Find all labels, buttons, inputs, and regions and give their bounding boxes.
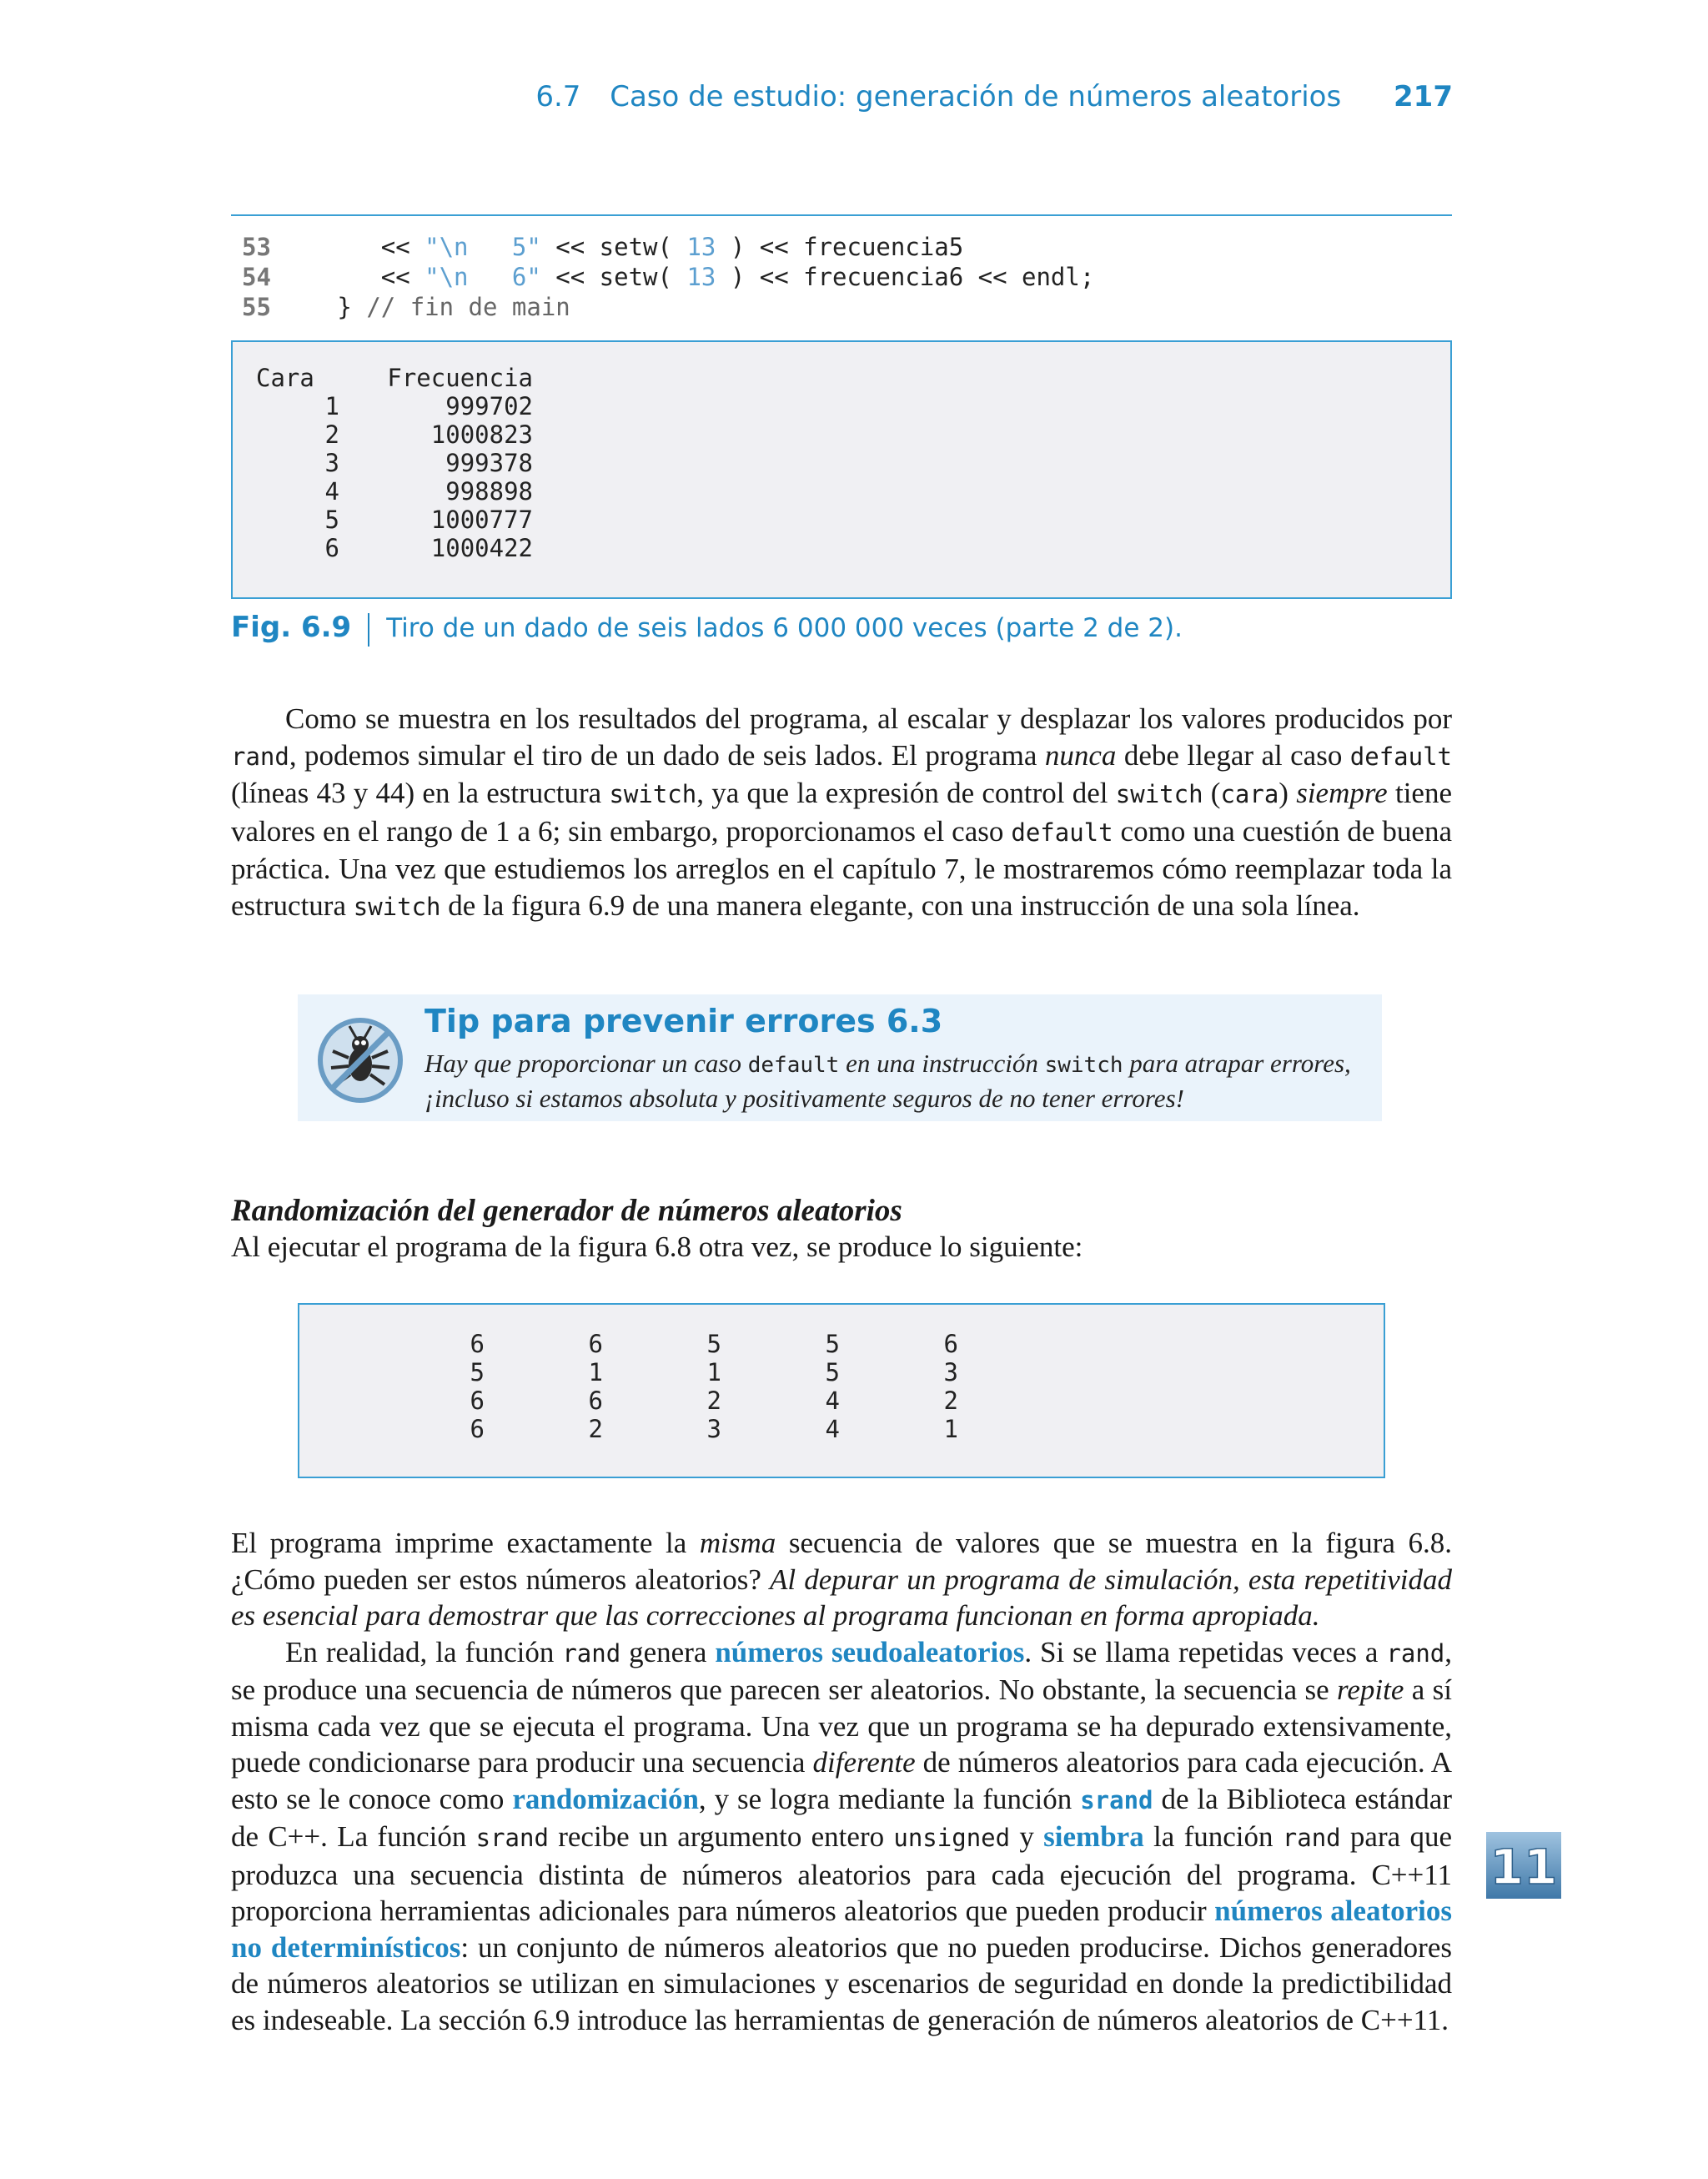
cell: 2 <box>943 1386 958 1415</box>
inline-code: rand <box>1386 1638 1445 1668</box>
line-number: 53 <box>242 233 271 261</box>
figure-label: Fig. 6.9 <box>231 611 352 644</box>
table-row <box>256 477 533 506</box>
text: (líneas 43 y 44) en la estructura <box>231 777 610 809</box>
cell: 4 <box>825 1386 840 1415</box>
cell: 3 <box>943 1358 958 1386</box>
code-number: 13 <box>686 263 716 291</box>
text: Hay que proporcionar un caso <box>424 1049 748 1078</box>
table-header-row <box>256 364 533 392</box>
text: , y se logra mediante la función <box>698 1782 1081 1815</box>
cell: 6 <box>470 1415 485 1443</box>
inline-code: switch <box>1044 1053 1123 1078</box>
figure-caption-text: Tiro de un dado de seis lados 6 000 000 veces (parte 2 de 2). <box>386 613 1183 643</box>
text: , podemos simular el tiro de un dado de seis lados. El programa <box>289 738 1045 772</box>
cell-face: 1 <box>324 392 339 420</box>
cell-face: 5 <box>324 506 339 534</box>
cell-face: 3 <box>324 449 339 477</box>
line-number: 55 <box>242 293 271 321</box>
figure-caption <box>231 611 1183 647</box>
code-text: ) << frecuencia5 <box>716 233 964 261</box>
program-output-dice <box>298 1303 1385 1478</box>
emphasis: diferente <box>812 1746 916 1779</box>
text: de la Biblioteca estándar de C++. La función <box>231 1782 1452 1853</box>
header-frecuencia: Frecuencia <box>387 364 533 392</box>
key-term-code: srand <box>1080 1785 1153 1814</box>
text: . Si se llama repetidas veces a <box>1024 1635 1387 1668</box>
cell-frequency: 1000422 <box>430 534 533 562</box>
cell: 1 <box>943 1415 958 1443</box>
body-paragraph-2 <box>231 1525 1452 2038</box>
text: de la figura 6.9 de una manera elegante, con una instrucción de una sola línea. <box>440 888 1360 922</box>
text: En realidad, la función <box>285 1635 563 1668</box>
error-prevention-tip <box>298 994 1382 1121</box>
inline-code: rand <box>1282 1824 1341 1852</box>
text: de números aleatorios para cada ejecución. A esto se le conoce como <box>231 1746 1452 1815</box>
cell-frequency: 998898 <box>445 477 533 506</box>
table-row <box>256 506 533 534</box>
code-line <box>242 292 1094 322</box>
code-text: << setw( <box>540 263 687 291</box>
cell: 6 <box>588 1330 603 1358</box>
key-term: randomización <box>512 1782 699 1815</box>
cell-frequency: 1000777 <box>430 506 533 534</box>
cell: 5 <box>825 1358 840 1386</box>
table-row <box>366 1330 958 1358</box>
badge-text: 11 <box>1489 1839 1558 1895</box>
text: tiene valores en el rango de 1 a 6; sin embargo, proporcionamos el caso <box>231 777 1452 848</box>
inline-code: rand <box>231 742 289 771</box>
cell: 5 <box>470 1358 485 1386</box>
dice-output-table <box>366 1330 958 1443</box>
inline-code: unsigned <box>893 1824 1011 1852</box>
emphasis: Al depurar un programa de simulación, esta repetitividad es esencial para demostrar que las correcciones al programa funcionan en forma apropiada. <box>231 1563 1452 1632</box>
table-row <box>366 1415 958 1443</box>
text: , se produce una secuencia de números que parecen ser aleatorios. No obstante, la secuencia se <box>231 1635 1453 1706</box>
key-term: números seudoaleatorios <box>715 1635 1025 1668</box>
inline-code: switch <box>609 780 697 808</box>
inline-code: default <box>1011 818 1113 847</box>
code-number: 13 <box>686 233 716 261</box>
code-text: << setw( <box>540 233 687 261</box>
code-string: "\n 6" <box>424 263 541 291</box>
code-text: << <box>294 263 425 291</box>
code-line <box>242 232 1094 262</box>
cell-frequency: 1000823 <box>430 420 533 449</box>
inline-code: switch <box>353 892 441 921</box>
cell-frequency: 999702 <box>445 392 533 420</box>
program-output-frequency <box>231 340 1452 599</box>
table-row <box>256 392 533 420</box>
key-term: siembra <box>1043 1820 1144 1853</box>
tip-title: Tip para prevenir errores 6.3 <box>424 1003 943 1039</box>
cell-face: 6 <box>324 534 339 562</box>
body-paragraph-1 <box>231 701 1452 925</box>
cell-face: 2 <box>324 420 339 449</box>
bug-prohibited-icon <box>314 1014 406 1106</box>
text: en una instrucción <box>839 1049 1045 1078</box>
emphasis: siempre <box>1296 777 1388 809</box>
code-listing <box>242 232 1094 322</box>
code-line <box>242 262 1094 292</box>
caption-divider <box>368 613 369 647</box>
header-cara: Cara <box>256 364 314 392</box>
cell: 6 <box>470 1330 485 1358</box>
code-string: "\n 5" <box>424 233 541 261</box>
table-row <box>366 1386 958 1415</box>
page-number: 217 <box>1394 80 1453 113</box>
emphasis: nunca <box>1044 738 1117 772</box>
section-title: Caso de estudio: generación de números aleatorios <box>610 80 1342 113</box>
section-subheading: Randomización del generador de números aleatorios <box>231 1194 902 1228</box>
table-row <box>256 420 533 449</box>
tip-body <box>424 1047 1359 1115</box>
text: ) <box>1278 777 1297 809</box>
table-row <box>256 449 533 477</box>
cell: 6 <box>588 1386 603 1415</box>
emphasis: repite <box>1337 1673 1404 1706</box>
inline-code: srand <box>475 1824 549 1852</box>
emphasis: misma <box>699 1527 776 1559</box>
text: genera <box>620 1635 716 1668</box>
text: secuencia de valores que se muestra en la figura 6.8. ¿Cómo pueden ser estos números aleatorios? <box>231 1527 1453 1596</box>
text: : un conjunto de números aleatorios que no pueden producirse. Dichos generadores de números aleatorios se utilizan en simulaciones y escenarios de seguridad en donde la predictibilidad es indeseable. La sección 6.9 introduce las herramientas de generación de números aleatorios de C++11. <box>231 1930 1452 2036</box>
frequency-table <box>256 364 533 562</box>
text: y <box>1010 1820 1044 1853</box>
code-text: << <box>294 233 425 261</box>
text: a sí misma cada vez que se ejecuta el programa. Una vez que un programa se ha depurado extensivamente, puede condicionarse para producir una secuencia <box>231 1673 1452 1779</box>
table-row <box>256 534 533 562</box>
cell: 2 <box>588 1415 603 1443</box>
cell: 1 <box>588 1358 603 1386</box>
intro-line: Al ejecutar el programa de la figura 6.8 otra vez, se produce lo siguiente: <box>231 1230 1083 1263</box>
inline-code: rand <box>562 1638 621 1668</box>
cell: 1 <box>706 1358 721 1386</box>
cell: 6 <box>943 1330 958 1358</box>
inline-code: default <box>747 1053 840 1078</box>
text: ( <box>1203 777 1221 809</box>
text: El programa imprime exactamente la <box>231 1527 700 1559</box>
code-text: } <box>294 293 367 321</box>
key-term: números aleatorios no determinísticos <box>231 1895 1453 1964</box>
cell: 2 <box>706 1386 721 1415</box>
text: como una cuestión de buena práctica. Una vez que estudiemos los arreglos en el capítulo 7, le mostraremos cómo reemplazar toda la estructura <box>231 814 1452 922</box>
cell: 4 <box>825 1415 840 1443</box>
text: debe llegar al caso <box>1116 738 1350 772</box>
inline-code: default <box>1349 742 1452 771</box>
text: recibe un argumento entero <box>548 1820 894 1853</box>
section-number: 6.7 <box>535 80 581 113</box>
cell: 5 <box>825 1330 840 1358</box>
running-header <box>535 80 1453 113</box>
inline-code: cara <box>1220 780 1279 808</box>
text: , ya que la expresión de control del <box>696 777 1116 809</box>
line-number: 54 <box>242 263 271 291</box>
cell: 6 <box>470 1386 485 1415</box>
cpp11-badge-icon <box>1486 1832 1561 1899</box>
inline-code: switch <box>1115 780 1203 808</box>
code-text: ) << frecuencia6 << endl; <box>716 263 1095 291</box>
cell: 5 <box>706 1330 721 1358</box>
text: Como se muestra en los resultados del programa, al escalar y desplazar los valores producidos por <box>285 702 1452 735</box>
text: para atrapar errores, ¡incluso si estamos absoluta y positivamente seguros de no tener errores! <box>424 1049 1351 1113</box>
header-rule <box>231 214 1452 216</box>
text: la función <box>1143 1820 1283 1853</box>
text: para que produzca una secuencia distinta de números aleatorios para cada ejecución del programa. C++11 proporciona herramientas adicionales para números aleatorios que pueden producir <box>231 1820 1452 1927</box>
cell: 3 <box>706 1415 721 1443</box>
table-row <box>366 1358 958 1386</box>
code-comment: // fin de main <box>366 293 570 321</box>
cell-face: 4 <box>324 477 339 506</box>
cell-frequency: 999378 <box>445 449 533 477</box>
